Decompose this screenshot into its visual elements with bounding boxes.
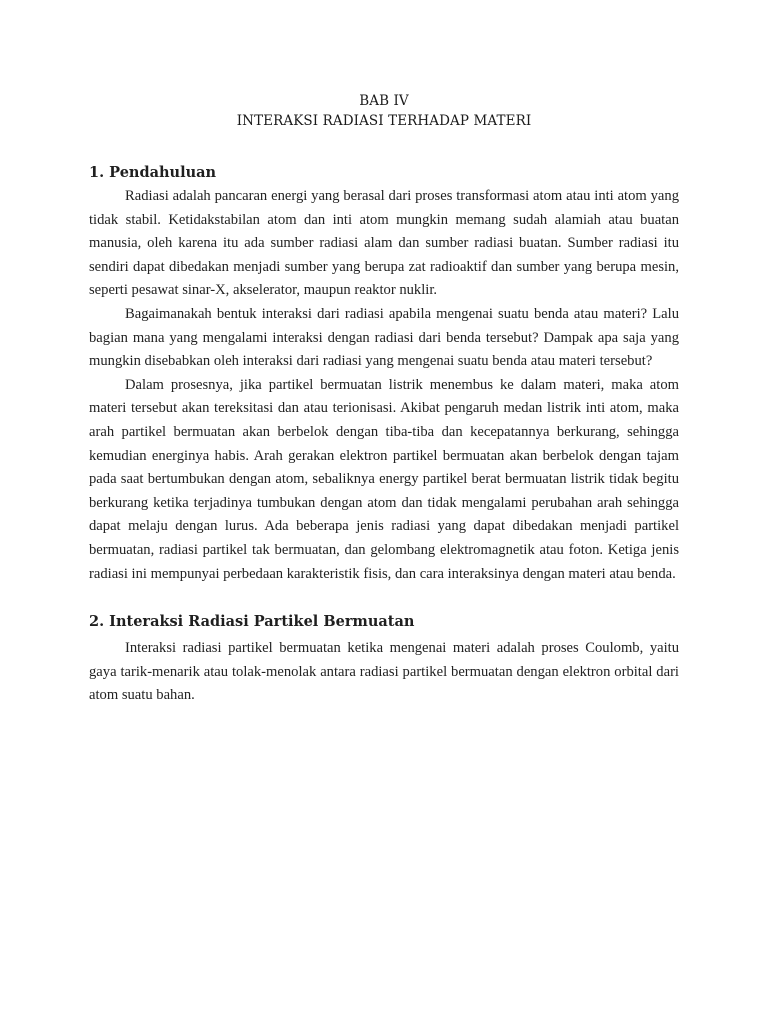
paragraph: Radiasi adalah pancaran energi yang berasal dari proses transformasi atom atau inti atom yang tidak stabil. Ketidakstabilan atom dan inti atom mungkin memang sudah alamiah atau buatan manusia, oleh karena itu ada sumber radiasi alam dan sumber radiasi buatan. Sumber radiasi itu sendiri dapat dibedakan menjadi sumber yang berupa zat radioaktif dan sumber yang berupa mesin, seperti pesawat sinar-X, akselerator, maupun reaktor nuklir. (89, 188, 679, 299)
paragraph: Bagaimanakah bentuk interaksi dari radiasi apabila mengenai suatu benda atau materi? Lalu bagian mana yang mengalami interaksi dengan radiasi dari benda tersebut? Dampak apa saja yang mungkin disebabkan oleh interaksi dari radiasi yang mengenai suatu benda atau materi tersebut? (89, 305, 679, 370)
chapter-number: BAB IV (359, 93, 409, 109)
section-heading-pendahuluan: 1. Pendahuluan (89, 164, 217, 181)
document-body (89, 91, 679, 708)
paragraph: Interaksi radiasi partikel bermuatan ketika mengenai materi adalah proses Coulomb, yaitu gaya tarik-menarik atau tolak-menolak antara radiasi partikel bermuatan dengan elektron orbital dari atom suatu bahan. (89, 640, 679, 704)
chapter-title: INTERAKSI RADIASI TERHADAP MATERI (236, 113, 532, 129)
paragraph: Dalam prosesnya, jika partikel bermuatan listrik menembus ke dalam materi, maka atom materi tersebut akan tereksitasi dan atau terionisasi. Akibat pengaruh medan listrik inti atom, maka arah partikel bermuatan akan berbelok dengan tiba-tiba dan kecepatannya berkurang, sehingga kemudian energinya habis. Arah gerakan elektron partikel bermuatan akan berbelok dengan tajam pada saat bertumbukan dengan atom, sebaliknya energy partikel berat bermuatan listrik tidak begitu berkurang ketika terjadinya tumbukan dengan atom dan tidak mengalami perubahan arah sehingga dapat melaju dengan lurus. Ada beberapa jenis radiasi yang dapat dibedakan menjadi partikel bermuatan, radiasi partikel tak bermuatan, dan gelombang elektromagnetik atau foton. Ketiga jenis radiasi ini mempunyai perbedaan karakteristik fisis, dan cara interaksinya dengan materi atau benda. (89, 376, 679, 582)
section-heading-interaksi-radiasi: 2. Interaksi Radiasi Partikel Bermuatan (89, 613, 415, 631)
